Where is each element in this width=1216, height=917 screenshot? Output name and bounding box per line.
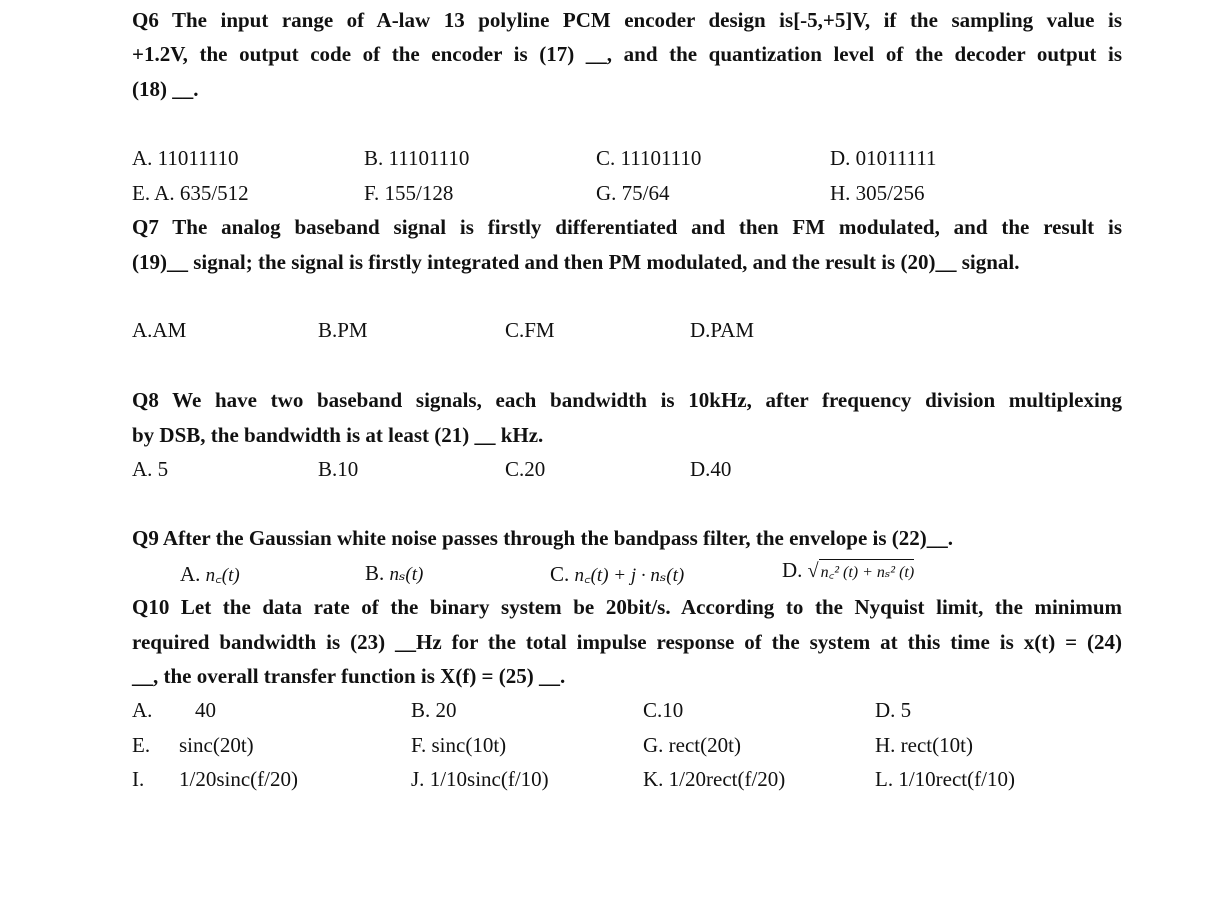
q8-option-b: B.10: [318, 457, 359, 481]
q9-option-b-label: B.: [365, 561, 385, 585]
q9-option-d-label: D.: [782, 558, 803, 582]
q10-option-c: [643, 698, 683, 723]
q6-option-e: E. A. 635/512: [132, 181, 249, 205]
q9-option-b-expr: nₛ(t): [389, 564, 424, 585]
q7-line-1: Q7 The analog baseband signal is firstly differentiated and then FM modulated, and the result is: [132, 215, 1122, 239]
q10-option-c-label: C.: [643, 698, 663, 722]
q10-option-e-label: E.: [132, 733, 151, 757]
q10-line-2: required bandwidth is (23) __Hz for the total impulse response of the system at this time is x(t) = (24): [132, 630, 1122, 654]
q6-line-3: (18) __.: [132, 77, 199, 101]
q10-option-l: [875, 767, 1015, 792]
q10-option-b: [411, 698, 457, 723]
q10-option-h: [875, 733, 973, 758]
q6-option-f: F. 155/128: [364, 181, 454, 205]
q8-line-1: Q8 We have two baseband signals, each bandwidth is 10kHz, after frequency division multiplexing: [132, 388, 1122, 412]
q10-option-k-value: 1/20rect(f/20): [668, 767, 786, 791]
q10-line-1: Q10 Let the data rate of the binary system be 20bit/s. According to the Nyquist limit, the minimum: [132, 595, 1122, 619]
q10-option-i-value: 1/20sinc(f/20): [179, 767, 298, 791]
q7-option-d: D.PAM: [690, 318, 755, 342]
q6-line-2: +1.2V, the output code of the encoder is (17) __, and the quantization level of the decoder output is: [132, 42, 1122, 66]
q8-line-2: by DSB, the bandwidth is at least (21) __ kHz.: [132, 423, 544, 447]
q6-option-c: C. 11101110: [596, 146, 702, 170]
q10-option-f-value: sinc(10t): [431, 733, 507, 757]
q10-option-k: [643, 767, 785, 792]
q10-option-f-label: F.: [411, 733, 427, 757]
q9-option-a-label: A.: [180, 562, 201, 586]
q9-option-c-expr: n꜀(t) + j · nₛ(t): [574, 565, 685, 586]
q6-option-a: A. 11011110: [132, 146, 239, 170]
q10-option-g: [643, 733, 741, 758]
q10-option-d: [875, 698, 911, 723]
q9-option-d: [782, 558, 914, 583]
q10-option-d-label: D.: [875, 698, 896, 722]
q9-option-a: [180, 561, 240, 587]
q10-option-d-value: 5: [900, 698, 912, 722]
q10-line-3: __, the overall transfer function is X(f) = (25) __.: [132, 664, 566, 688]
q10-option-j: [411, 767, 549, 792]
q9-option-a-expr: n꜀(t): [205, 565, 240, 586]
q10-option-h-value: rect(10t): [900, 733, 973, 757]
q7-line-2: (19)__ signal; the signal is firstly integrated and then PM modulated, and the result is (20)__ signal.: [132, 250, 1020, 274]
q10-option-b-label: B.: [411, 698, 431, 722]
q10-option-j-value: 1/10sinc(f/10): [429, 767, 549, 791]
q10-option-b-value: 20: [435, 698, 457, 722]
q6-option-b: B. 11101110: [364, 146, 470, 170]
q8-option-d: D.40: [690, 457, 732, 481]
q7-option-a: A.AM: [132, 318, 187, 342]
q9-option-d-expr: n꜀² (t) + nₛ² (t): [819, 559, 915, 582]
square-root-icon: √: [807, 560, 819, 582]
q10-option-k-label: K.: [643, 767, 664, 791]
q10-option-l-label: L.: [875, 767, 894, 791]
q10-option-l-value: 1/10rect(f/10): [898, 767, 1015, 791]
q9-option-c-label: C.: [550, 562, 570, 586]
q10-option-e-value: sinc(20t): [179, 733, 254, 757]
q9-line-1: Q9 After the Gaussian white noise passes through the bandpass filter, the envelope is (22)__.: [132, 526, 954, 550]
q9-option-c: [550, 561, 684, 587]
q6-option-h: H. 305/256: [830, 181, 925, 205]
q8-option-c: C.20: [505, 457, 546, 481]
q8-option-a: A. 5: [132, 457, 169, 481]
q10-option-h-label: H.: [875, 733, 896, 757]
q7-option-c: C.FM: [505, 318, 555, 342]
q10-option-a-value: 40: [195, 698, 216, 722]
q6-option-d: D. 01011111: [830, 146, 937, 170]
q9-option-b: [365, 561, 423, 586]
q6-option-g: G. 75/64: [596, 181, 670, 205]
q7-option-b: B.PM: [318, 318, 368, 342]
q10-option-g-value: rect(20t): [668, 733, 741, 757]
q10-option-j-label: J.: [411, 767, 425, 791]
q10-option-g-label: G.: [643, 733, 664, 757]
q10-option-c-value: 10: [662, 698, 684, 722]
q10-option-i-label: I.: [132, 767, 145, 791]
q6-line-1: Q6 The input range of A-law 13 polyline PCM encoder design is[-5,+5]V, if the sampling value is: [132, 8, 1122, 32]
q10-option-f: [411, 733, 506, 758]
q10-option-a-label: A.: [132, 698, 153, 722]
